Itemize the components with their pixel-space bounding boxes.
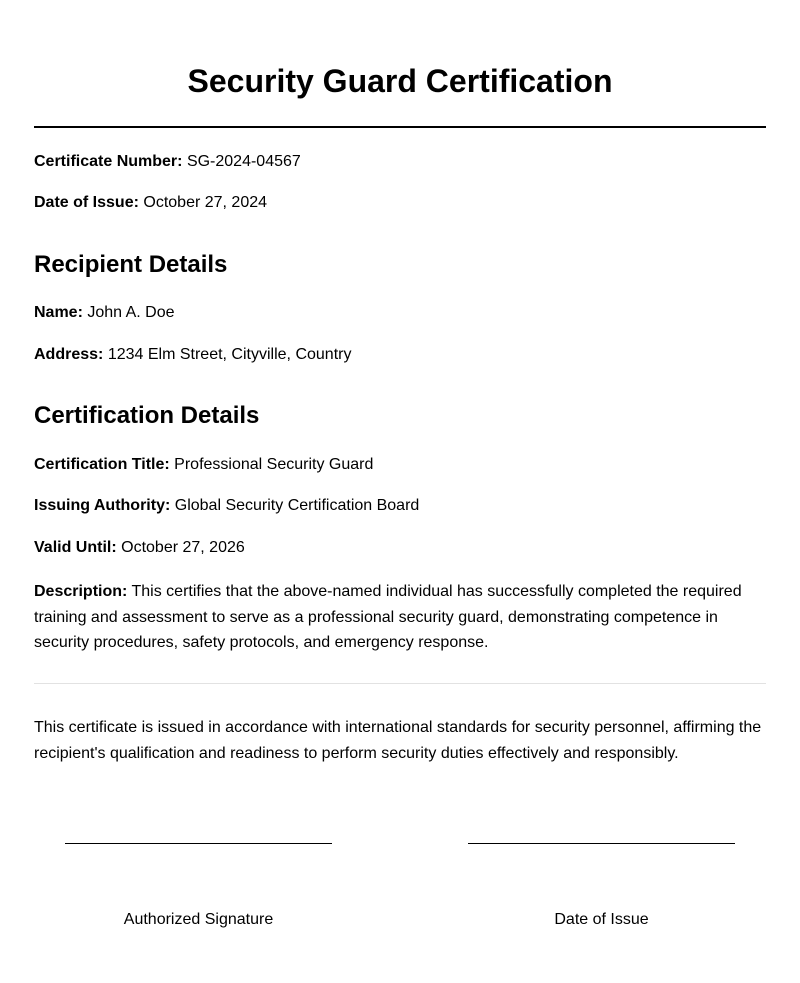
recipient-address-value: 1234 Elm Street, Cityville, Country	[107, 346, 352, 363]
authorized-signature-label: Authorized Signature	[123, 911, 274, 928]
certification-title-value: Professional Security Guard	[174, 456, 374, 473]
issue-date-label: Date of Issue:	[34, 194, 139, 211]
description-value: This certifies that the above-named individual has successfully completed the required training and assessment to serve as a professional security guard, demonstrating competence in security procedures, safety protocols, and emergency response.	[34, 583, 742, 652]
issuing-authority-value: Global Security Certification Board	[174, 497, 420, 514]
recipient-address-label: Address:	[34, 346, 104, 363]
issue-date-field	[34, 193, 766, 213]
certificate-statement: This certificate is issued in accordance with international standards for security personnel, affirming the recipient's qualification and readiness to perform security duties effectively and responsibly.	[34, 719, 762, 762]
certificate-number-label: Certificate Number:	[34, 153, 183, 170]
valid-until-label: Valid Until:	[34, 539, 117, 556]
recipient-name-label: Name:	[34, 304, 83, 321]
certificate-number-field	[34, 152, 766, 172]
title-divider	[34, 126, 766, 128]
page-title: Security Guard Certification	[187, 63, 613, 99]
date-of-issue-signature-label: Date of Issue	[554, 911, 649, 928]
description-label: Description:	[34, 583, 128, 600]
valid-until-field	[34, 538, 766, 558]
recipient-address-field	[34, 345, 766, 365]
certification-details-heading: Certification Details	[34, 402, 260, 429]
date-of-issue-signature-line	[468, 843, 735, 844]
issuing-authority-field	[34, 496, 766, 516]
valid-until-value: October 27, 2026	[121, 539, 245, 556]
recipient-name-value: John A. Doe	[87, 304, 175, 321]
certification-title-label: Certification Title:	[34, 456, 170, 473]
recipient-name-field	[34, 303, 766, 323]
description-field	[34, 579, 770, 656]
certificate-number-value: SG-2024-04567	[186, 153, 301, 170]
authorized-signature-line	[65, 843, 332, 844]
recipient-details-heading: Recipient Details	[34, 251, 228, 278]
certification-title-field	[34, 455, 766, 475]
issuing-authority-label: Issuing Authority:	[34, 497, 171, 514]
issue-date-value: October 27, 2024	[143, 194, 268, 211]
section-divider	[34, 683, 766, 684]
